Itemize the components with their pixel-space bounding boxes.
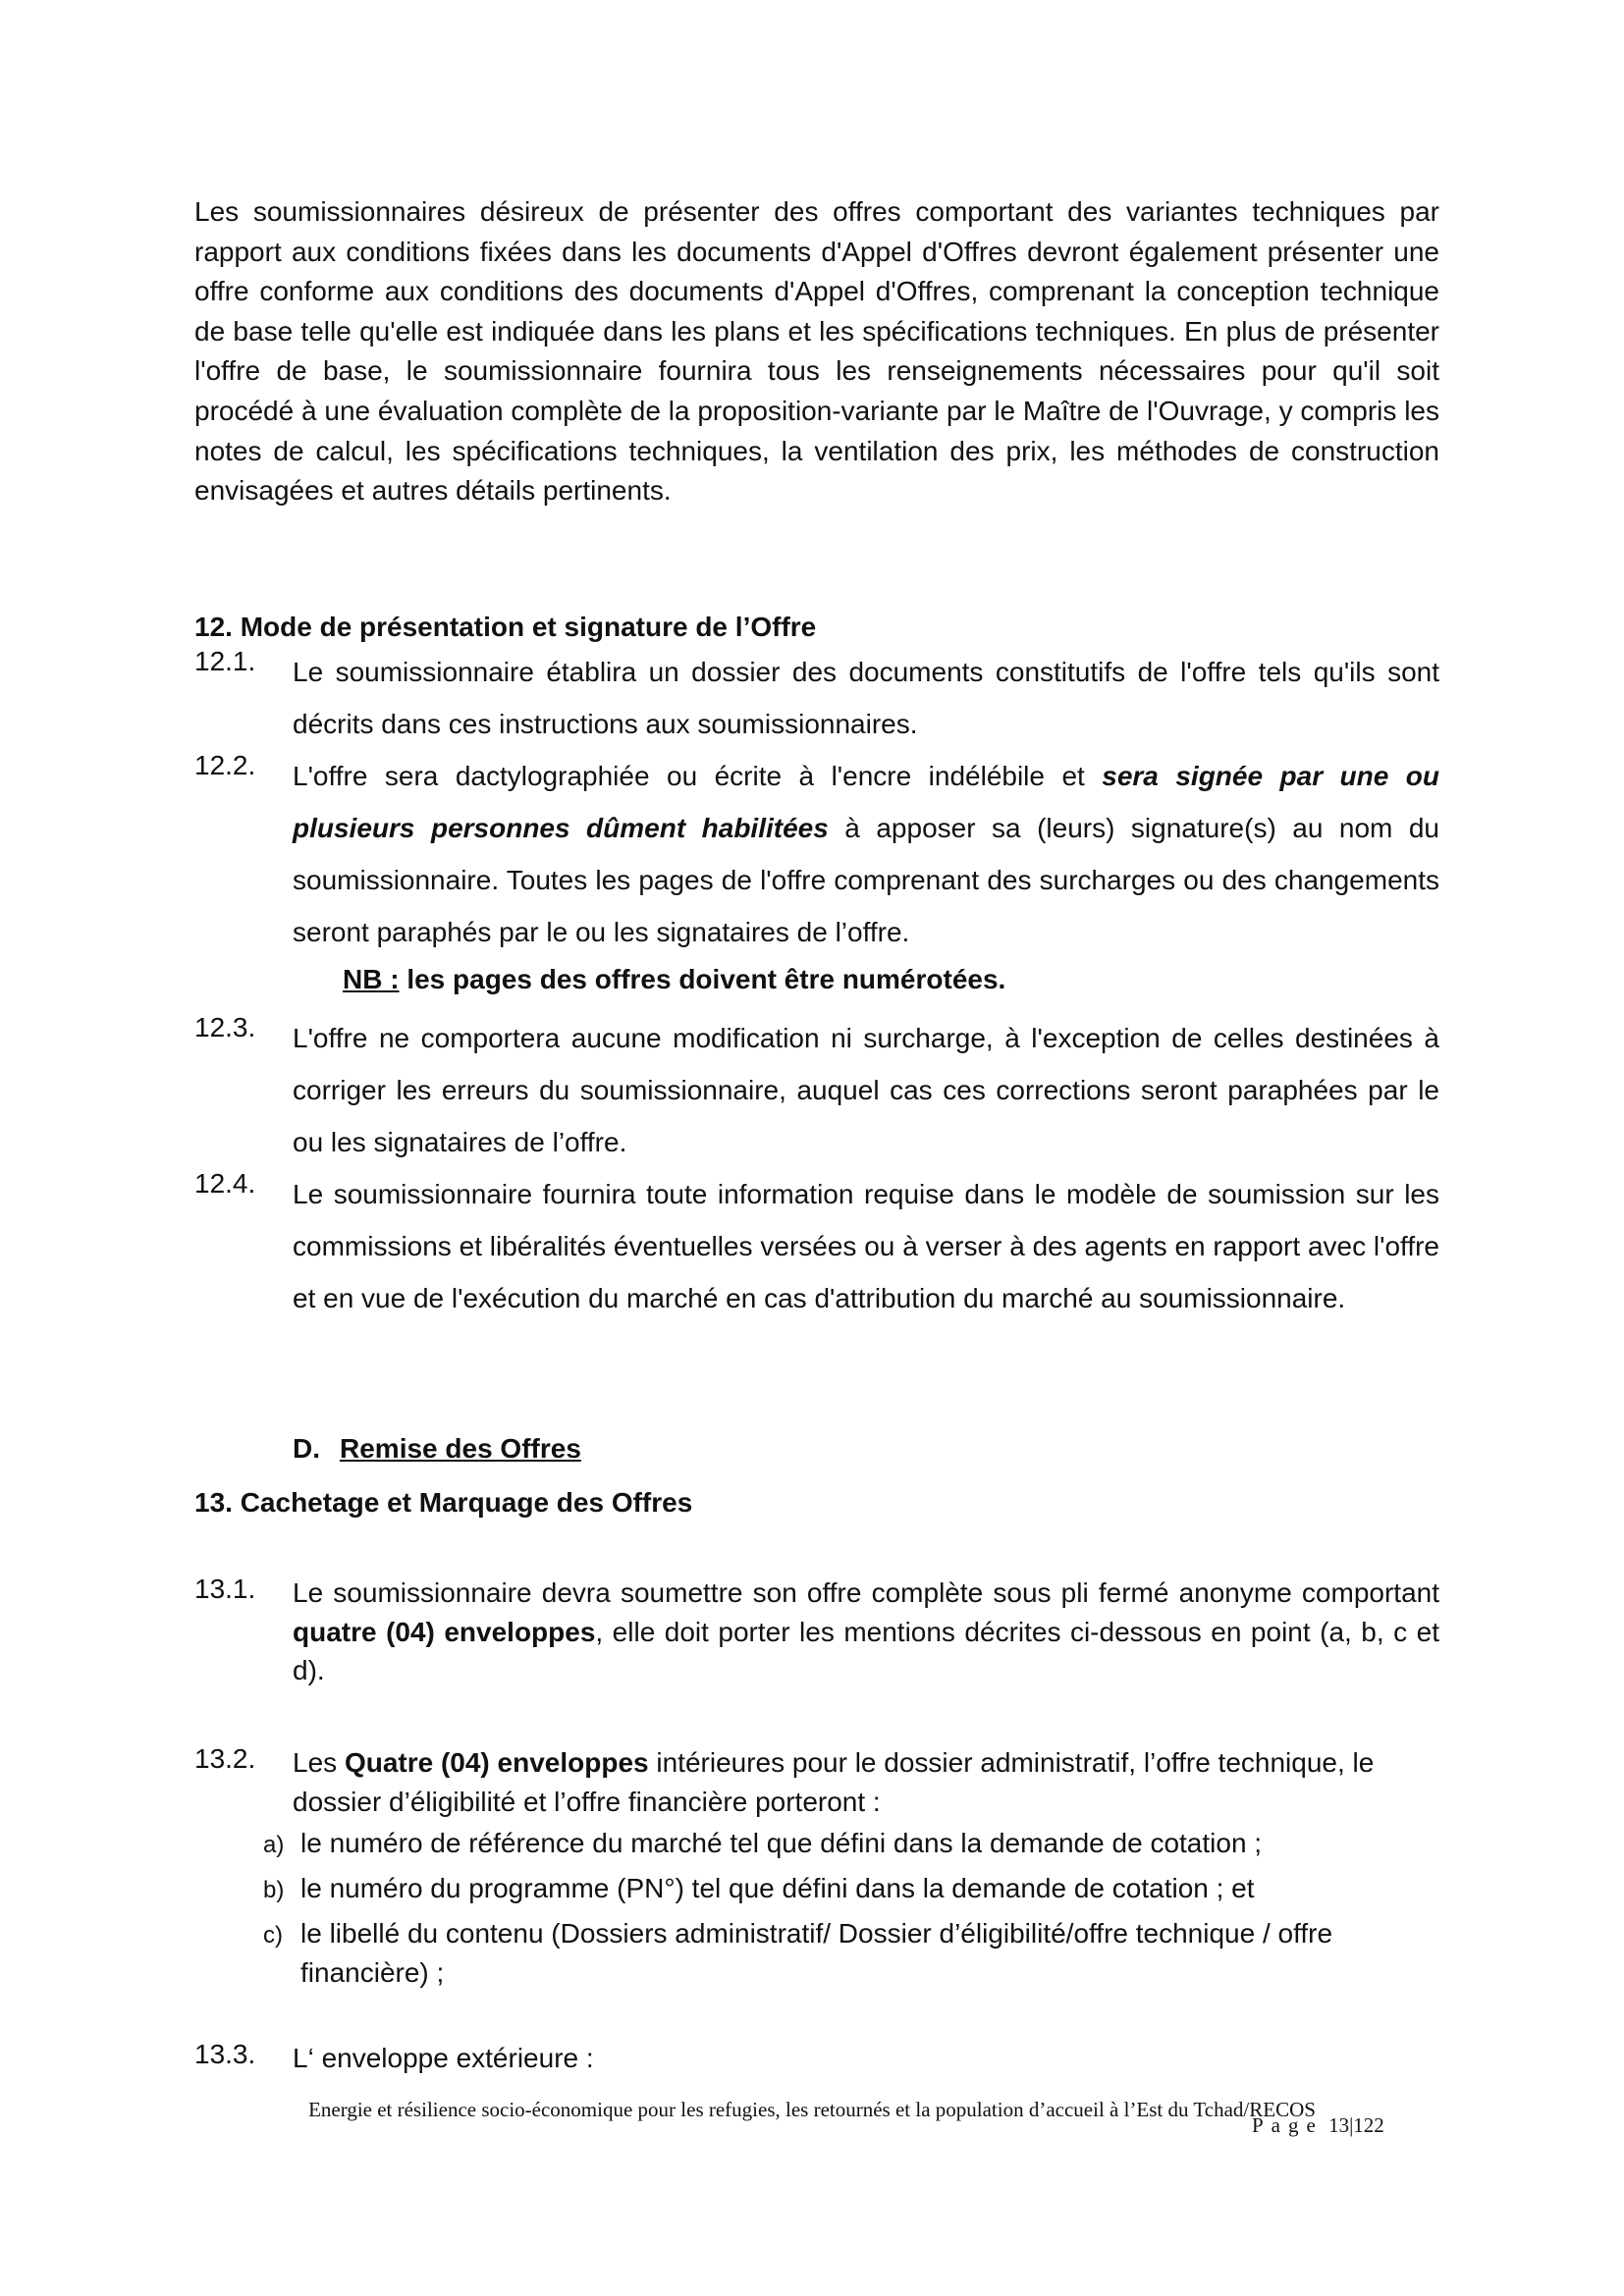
subitem-text: le numéro de référence du marché tel que défini dans la demande de cotation ; xyxy=(300,1828,1263,1858)
subitem-b xyxy=(263,1869,1441,1908)
emphasis-text: sera signée par une ou plusieurs personnes dûment habilitées xyxy=(293,761,1440,843)
clause-12-3 xyxy=(194,1012,1439,1168)
section-title: Remise des Offres xyxy=(340,1433,581,1464)
clause-text-part: à apposer sa (leurs) signature(s) au nom du soumissionnaire. Toutes les pages de l'offre comprenant des surcharges ou des changements seront paraphés par le ou les signataires de l’offre. xyxy=(293,813,1439,947)
subitem-text: le numéro du programme (PN°) tel que défini dans la demande de cotation ; et xyxy=(300,1873,1255,1903)
clause-text: Le soumissionnaire établira un dossier des documents constitutifs de l'offre tels qu'ils sont décrits dans ces instructions aux soumissionnaires. xyxy=(293,657,1439,739)
page-number xyxy=(1252,2110,1384,2140)
clause-text-part: Les xyxy=(293,1747,345,1778)
section-letter: D. xyxy=(293,1433,320,1464)
intro-paragraph: Les soumissionnaires désireux de présenter des offres comportant des variantes techniques par rapport aux conditions fixées dans les documents d'Appel d'Offres devront également présenter une offre conforme aux conditions des documents d'Appel d'Offres, comprenant la conception technique de base telle qu'elle est indiquée dans les plans et les spécifications techniques. En plus de présenter l'offre de base, le soumissionnaire fournira tous les renseignements nécessaires pour qu'il soit procédé à une évaluation complète de la proposition-variante par le Maître de l'Ouvrage, y compris les notes de calcul, les spécifications techniques, la ventilation des prix, les méthodes de construction envisagées et autres détails pertinents. xyxy=(194,196,1439,507)
page-separator: | xyxy=(1349,2113,1354,2137)
section-d-heading xyxy=(293,1430,581,1468)
clause-number: 13.1. xyxy=(194,1574,256,1604)
clause-text: L'offre ne comportera aucune modification ni surcharge, à l'exception de celles destinées à corriger les erreurs du soumissionnaire, auquel cas ces corrections seront paraphées par le ou les signataires de l’offre. xyxy=(293,1023,1439,1157)
clause-number: 12.4. xyxy=(194,1168,256,1199)
clause-13-3 xyxy=(194,2039,1439,2078)
clause-text-part: , elle doit porter les mentions décrites ci-dessous en point (a, b, c et d). xyxy=(293,1616,1439,1685)
clause-text: L‘ enveloppe extérieure : xyxy=(293,2043,594,2073)
subitem-text: le libellé du contenu (Dossiers administratif/ Dossier d’éligibilité/offre technique / offre financière) ; xyxy=(300,1918,1333,1988)
nb-label: NB : xyxy=(343,964,400,994)
bold-text: Quatre (04) enveloppes xyxy=(344,1747,649,1778)
clause-text xyxy=(293,750,1439,958)
clause-13-1 xyxy=(194,1574,1439,1690)
subitem-c xyxy=(263,1914,1441,1993)
clause-number: 12.1. xyxy=(194,646,256,676)
clause-text xyxy=(293,1743,1439,1821)
clause-text-part: Le soumissionnaire devra soumettre son offre complète sous pli fermé anonyme comportant xyxy=(293,1577,1439,1608)
clause-12-2 xyxy=(194,750,1439,958)
clause-12-1 xyxy=(194,646,1439,750)
page-label: Page xyxy=(1252,2113,1324,2137)
clause-text xyxy=(293,1574,1439,1690)
clause-number: 12.3. xyxy=(194,1012,256,1042)
subitem-label: c) xyxy=(263,1922,283,1949)
footer-project-title: Energie et résilience socio-économique pour les refugies, les retournés et la population d’accueil à l’Est du Tchad/RECOS xyxy=(308,2098,1316,2121)
page-total: 122 xyxy=(1353,2113,1384,2137)
subitem-a xyxy=(263,1824,1441,1863)
clause-12-4 xyxy=(194,1168,1439,1324)
bold-text: quatre (04) enveloppes xyxy=(293,1616,596,1647)
clause-text-part: L'offre sera dactylographiée ou écrite à l'encre indélébile et xyxy=(293,761,1103,791)
clause-text-part: intérieures pour le dossier administratif, l’offre technique, le dossier d’éligibilité et l’offre financière porteront : xyxy=(293,1747,1375,1817)
clause-number: 13.3. xyxy=(194,2039,256,2069)
section-13-heading: 13. Cachetage et Marquage des Offres xyxy=(194,1487,693,1518)
clause-13-2 xyxy=(194,1743,1439,1821)
clause-number: 13.2. xyxy=(194,1743,256,1774)
section-12-heading: 12. Mode de présentation et signature de l’Offre xyxy=(194,612,817,642)
page-current: 13 xyxy=(1328,2113,1350,2137)
clause-number: 12.2. xyxy=(194,750,256,780)
nb-note xyxy=(343,960,1005,999)
subitem-label: a) xyxy=(263,1832,285,1858)
nb-text: les pages des offres doivent être numérotées. xyxy=(399,964,1006,994)
subitem-label: b) xyxy=(263,1877,285,1903)
clause-text: Le soumissionnaire fournira toute information requise dans le modèle de soumission sur les commissions et libéralités éventuelles versées ou à verser à des agents en rapport avec l'offre et en vue de l'exécution du marché en cas d'attribution du marché au soumissionnaire. xyxy=(293,1179,1439,1313)
